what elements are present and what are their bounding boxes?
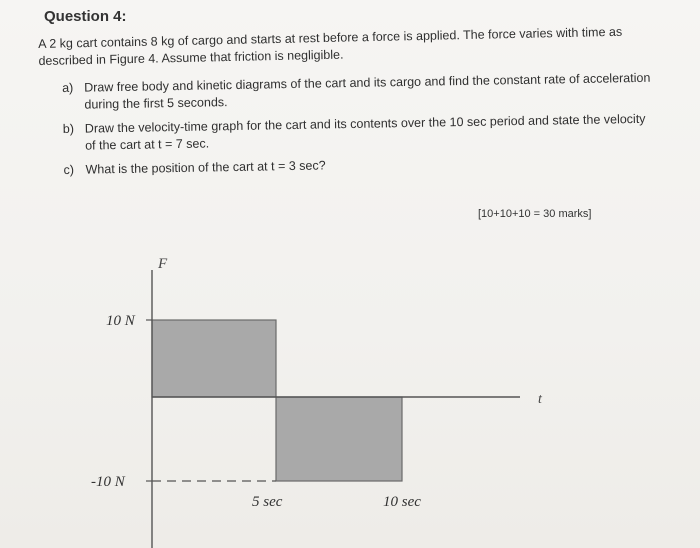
force-bar-positive: [152, 320, 276, 397]
marks-allocation: [10+10+10 = 30 marks]: [478, 208, 592, 220]
part-a-text: Draw free body and kinetic diagrams of the cart and its cargo and find the constant rate of acceleration during the first 5 seconds.: [84, 70, 651, 112]
part-a-label: a): [62, 80, 74, 95]
part-b-text: Draw the velocity-time graph for the cart and its contents over the 10 sec period and state the velocity of the cart at t = 7 sec.: [84, 111, 646, 153]
tick-label-10n: 10 N: [106, 313, 135, 329]
part-c-text: What is the position of the cart at t = 3 sec?: [85, 158, 326, 177]
force-bar-negative: [276, 397, 402, 481]
part-b-label: b): [62, 121, 75, 136]
question-intro: A 2 kg cart contains 8 kg of cargo and starts at rest before a force is applied. The force varies with time as described in Figure 4. Assume that friction is negligible.: [38, 24, 623, 68]
time-axis-label: t: [538, 392, 542, 407]
force-axis-label: F: [158, 256, 168, 272]
tick-label-5-sec: 5 sec: [252, 494, 283, 510]
tick-label-minus-10n: -10 N: [91, 474, 125, 490]
part-c-label: c): [63, 162, 75, 177]
question-title: Question 4:: [44, 8, 127, 25]
tick-label-10-sec: 10 sec: [383, 494, 421, 510]
